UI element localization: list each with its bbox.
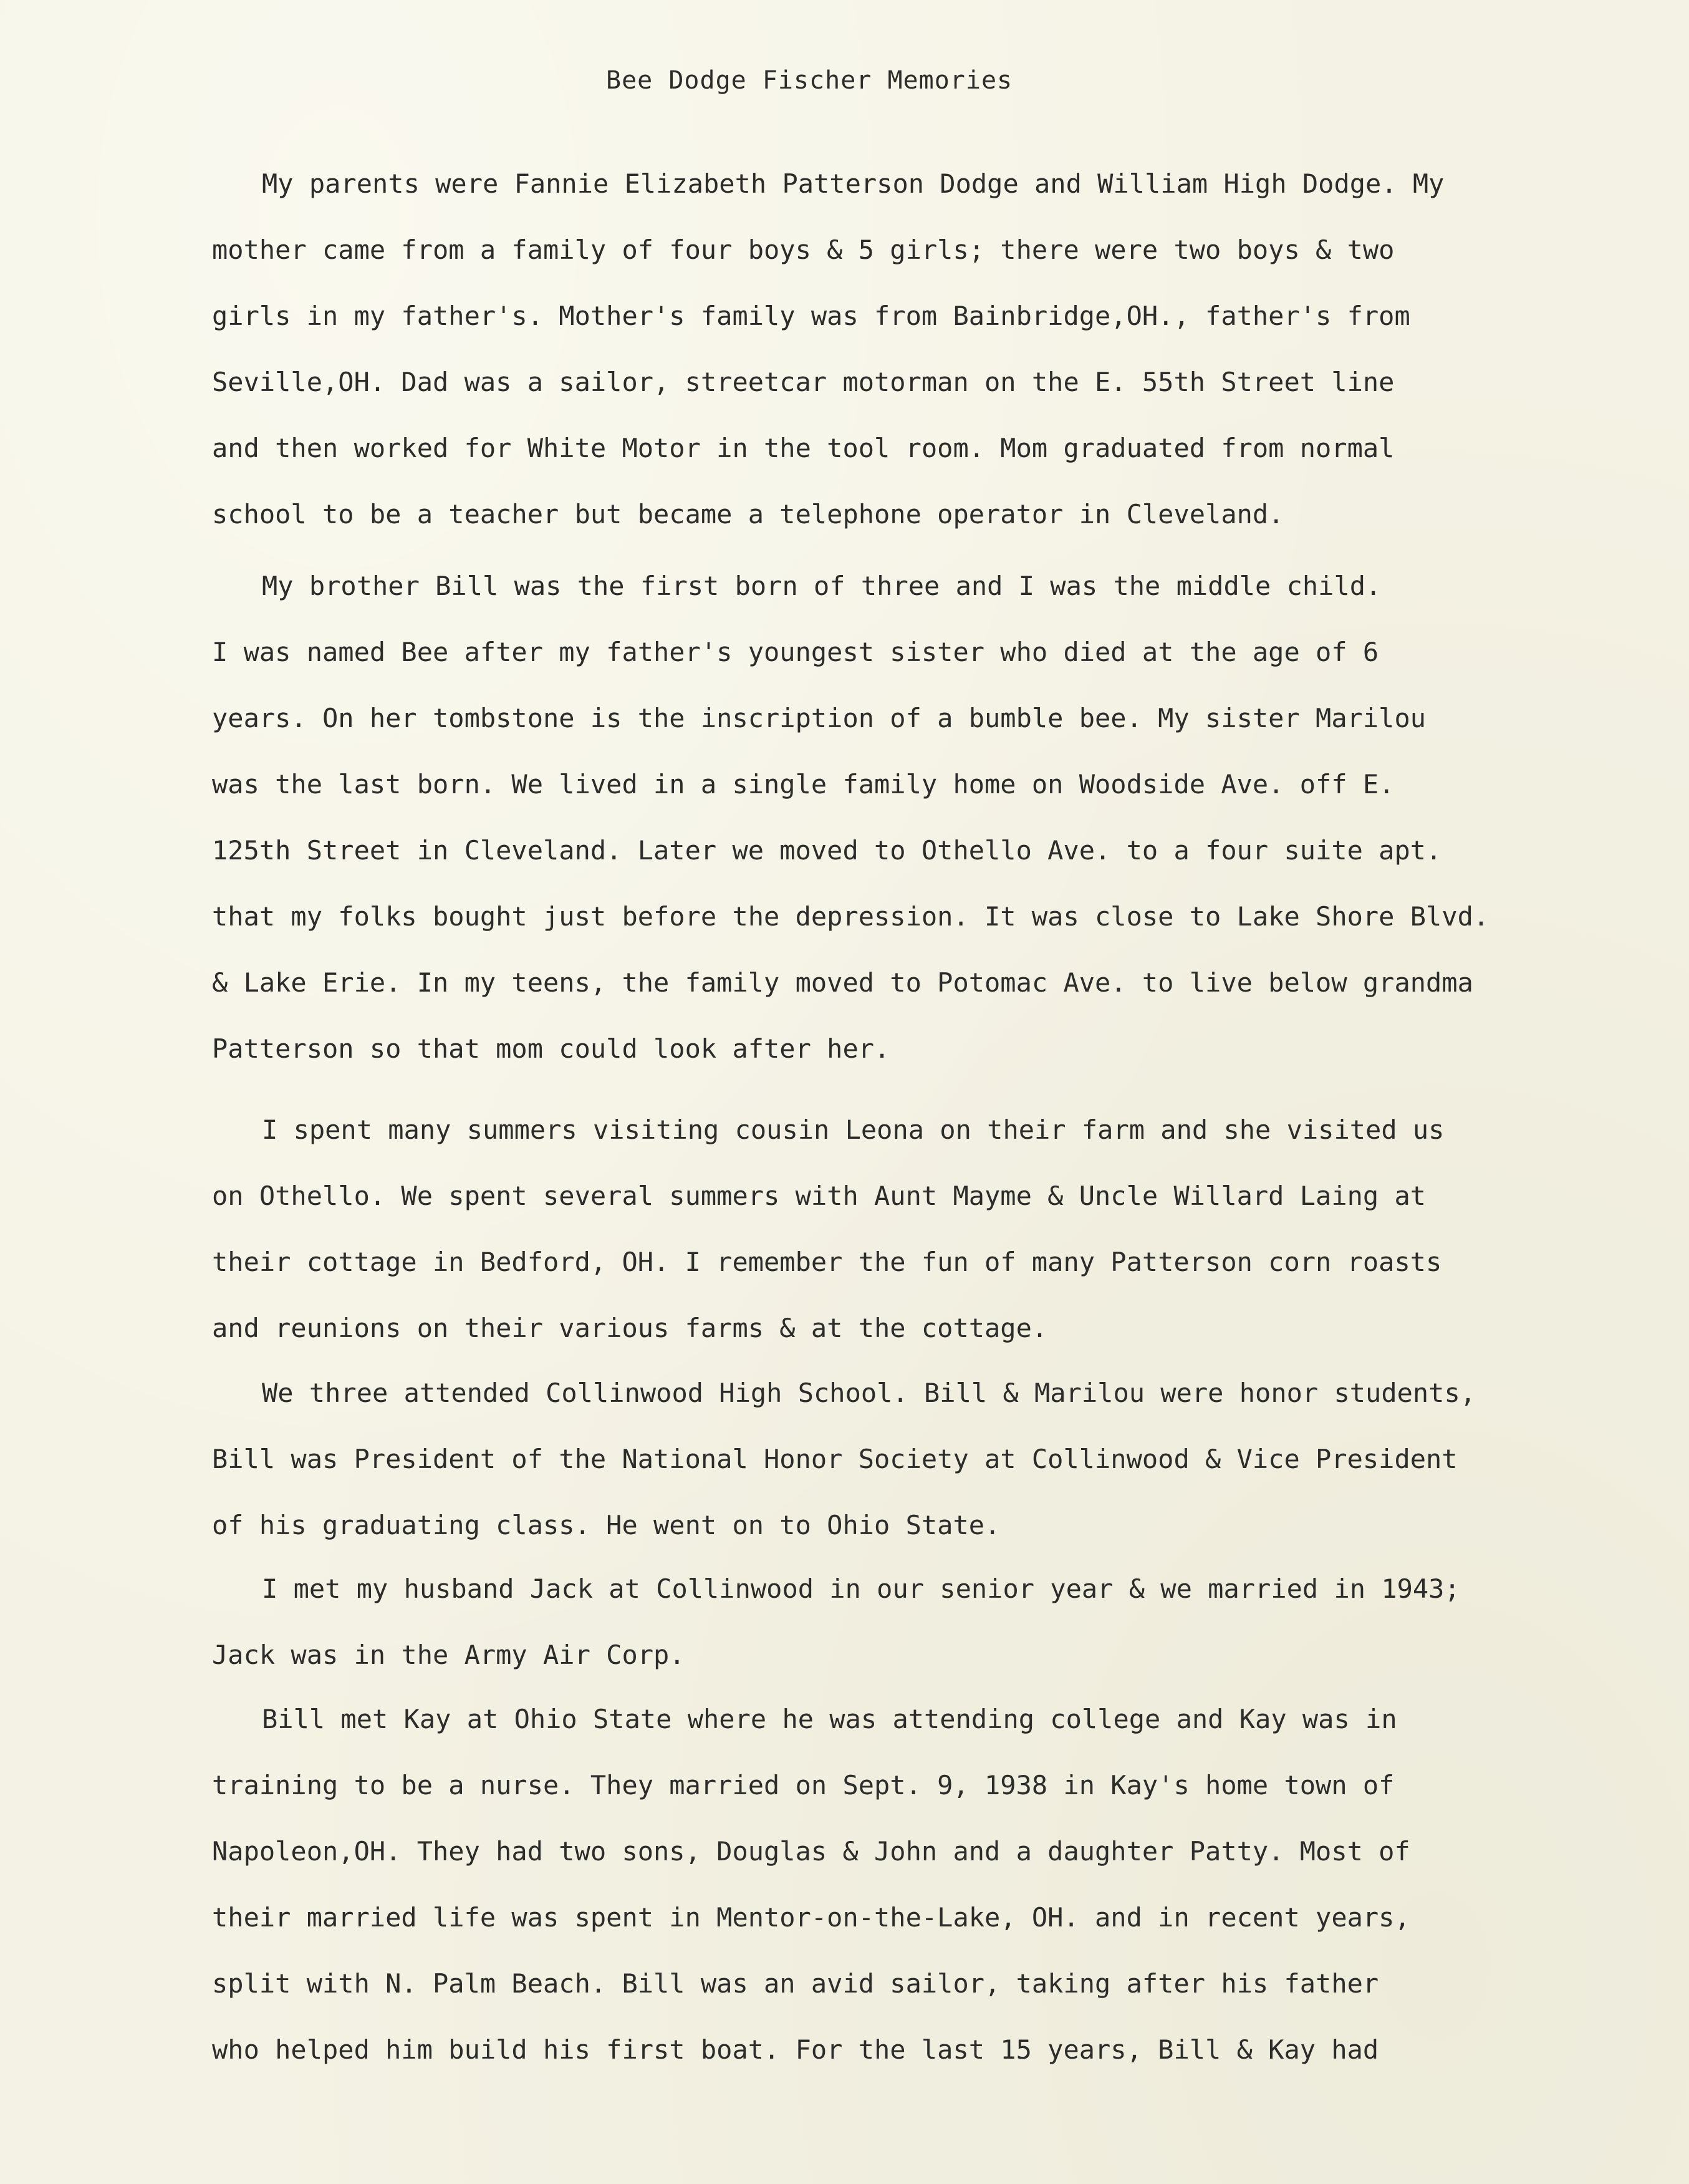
text-line: I met my husband Jack at Collinwood in our senior year & we married in 1943; — [262, 1573, 1460, 1604]
text-line: that my folks bought just before the depression. It was close to Lake Shore Blvd. — [212, 901, 1489, 932]
text-line: We three attended Collinwood High School. Bill & Marilou were honor students, — [262, 1378, 1476, 1408]
text-line: Patterson so that mom could look after her. — [212, 1033, 890, 1064]
paragraph-parents — [212, 151, 1584, 548]
text-line: 125th Street in Cleveland. Later we moved to Othello Ave. to a four suite apt. — [212, 835, 1442, 866]
text-line: split with N. Palm Beach. Bill was an avid sailor, taking after his father — [212, 1968, 1379, 1999]
text-line: Bill met Kay at Ohio State where he was attending college and Kay was in — [262, 1704, 1397, 1734]
text-line: school to be a teacher but became a telephone operator in Cleveland. — [212, 499, 1284, 529]
paragraph-summers — [212, 1097, 1584, 1361]
text-line: Napoleon,OH. They had two sons, Douglas & John and a daughter Patty. Most of — [212, 1836, 1410, 1867]
text-line: & Lake Erie. In my teens, the family moved to Potomac Ave. to live below grandma — [212, 967, 1473, 998]
text-line: mother came from a family of four boys & 5 girls; there were two boys & two — [212, 234, 1395, 265]
text-line: My brother Bill was the first born of three and I was the middle child. — [262, 571, 1382, 601]
text-line: and reunions on their various farms & at the cottage. — [212, 1313, 1048, 1343]
paragraph-siblings — [212, 553, 1584, 1082]
text-line: I was named Bee after my father's youngest sister who died at the age of 6 — [212, 637, 1379, 667]
text-line: on Othello. We spent several summers with Aunt Mayme & Uncle Willard Laing at — [212, 1181, 1427, 1211]
text-line: Seville,OH. Dad was a sailor, streetcar motorman on the E. 55th Street line — [212, 367, 1395, 397]
text-line: their married life was spent in Mentor-on-the-Lake, OH. and in recent years, — [212, 1902, 1410, 1933]
text-line: I spent many summers visiting cousin Leona on their farm and she visited us — [262, 1114, 1445, 1145]
text-line: Jack was in the Army Air Corp. — [212, 1640, 685, 1670]
text-line: of his graduating class. He went on to Ohio State. — [212, 1510, 1001, 1540]
document-title: Bee Dodge Fischer Memories — [606, 66, 1013, 95]
text-line: My parents were Fannie Elizabeth Patterson Dodge and William High Dodge. My — [262, 168, 1445, 199]
text-line: Bill was President of the National Honor Society at Collinwood & Vice President — [212, 1444, 1458, 1474]
paragraph-school — [212, 1360, 1584, 1558]
text-line: who helped him build his first boat. For the last 15 years, Bill & Kay had — [212, 2034, 1379, 2065]
text-line: training to be a nurse. They married on Sept. 9, 1938 in Kay's home town of — [212, 1770, 1395, 1800]
text-line: their cottage in Bedford, OH. I remember the fun of many Patterson corn roasts — [212, 1247, 1442, 1277]
text-line: girls in my father's. Mother's family was from Bainbridge,OH., father's from — [212, 301, 1410, 331]
paragraph-marriage — [212, 1556, 1584, 1688]
text-line: years. On her tombstone is the inscription of a bumble bee. My sister Marilou — [212, 703, 1427, 733]
paragraph-bill-and-kay — [212, 1686, 1584, 2083]
text-line: and then worked for White Motor in the tool room. Mom graduated from normal — [212, 433, 1395, 463]
text-line: was the last born. We lived in a single family home on Woodside Ave. off E. — [212, 769, 1395, 800]
